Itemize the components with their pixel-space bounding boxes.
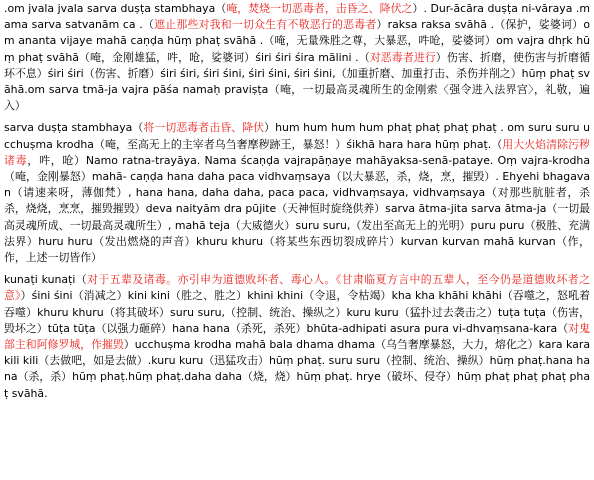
red-annotation-text: 将一切恶毒者击昏、降伏 (143, 121, 265, 135)
body-text: .om jvala jvala sarva duṣṭa stambhaya（ (4, 2, 227, 15)
body-text: sarva duṣṭa stambhaya（ (4, 121, 144, 135)
paragraph-1 (4, 1, 590, 114)
paragraph-3 (4, 272, 590, 402)
body-text: kunaṭi kunaṭi（ (4, 273, 88, 287)
body-text: ）hum hum hum hum phaṭ phaṭ phaṭ phaṭ . om suru suru ucchuṣma krodha（唵，至高无上的主宰者乌刍奢摩秽跡王，暴怒！）śikhā hara hara hūṃ phaṭ.（ (4, 121, 590, 151)
body-text: ）伤害、折磨，使伤害与折磨循环不息）śiri śiri（伤害、折磨）śiri śiri, śiri śini, śiri śini, śiri śini,（加重折磨、加重打击、杀伤并削之）hūṃ phaṭ svāhā.om sarva tmā-ja vajra pāśa namaḥ praviṣṭa（唵，一切最高灵魂所生的金刚索〈强令进入法界宫〉，礼敬，遍入） (4, 50, 590, 113)
red-annotation-text: 唵，焚烧一切恶毒者，击昏之、降伏之 (226, 2, 413, 15)
red-annotation-text: 遮止那些对我和一切众生有不敬恶行的恶毒者 (154, 18, 377, 32)
red-annotation-text: 用大火焰清除污秽诸毒 (4, 137, 590, 167)
red-annotation-text: 对恶毒者进行 (369, 50, 436, 64)
body-text: ）ucchuṣma krodha mahā bala dhama dhama（乌刍奢摩暴怒，大力，熔化之）kara kara kili kili（去做吧，如是去做）.kuru kuru（迅猛攻击）hūṃ phaṭ. suru suru（控制、统治、操纵）hūṃ phaṭ.hana hana（杀，杀）hūṃ phaṭ.hūṃ phaṭ.daha daha（烧，烧）hūṃ phaṭ. hrye（破坏、侵夺）hūṃ phaṭ phaṭ phaṭ phaṭ svāhā. (4, 338, 590, 400)
red-annotation-text: 对鬼部主和阿修罗城，作摧毁 (4, 321, 590, 352)
paragraph-2 (4, 120, 590, 266)
body-text: ）śini śini（消减之）kini kini（胜之、胜之）khini khini（令退，令枯竭）kha kha khāhi khāhi（吞噬之，怒吼着吞噬）khuru khuru（将其破坏）suru suru,（控制、统治、操纵之）kuru kuru（猛扑过去袭击之）tuṭa tuṭa（伤害，毁坏之）tūṭa tūṭa（以强力砸碎）hana hana（杀死，杀死）bhūta-adhipati asura pura vi-dhvaṃsana-kara（ (4, 289, 591, 335)
red-annotation-text: 对于五辈及诸毒。亦引申为道德败坏者、毒心人。《甘肃临夏方言中的五辈人，至今仍是道德败坏者之意》 (4, 273, 590, 303)
body-text: ，吽，呛）Namo ratna-trayāya. Nama ścaṇḍa vajrapāṇaye mahāyaksa-senā-pataye. Oṃ vajra-krodha（唵，金刚暴怒）mahā- caṇḍa hana daha paca vidhvaṃsaya（以大暴恶，杀，烧，烹，摧毁）. Ehyehi bhagavan（请速来呀，薄伽梵）, hana hana, daha daha, paca paca, vidhvaṃsaya, vidhvaṃsaya（对那些肮脏者，杀杀，烧烧，烹烹，摧毁摧毁）deva naityām dra pūjite（天神恒时旋绕供养）sarva ātma-jita sarva ātma-ja（一切最高灵魂所成、一切最高灵魂所生）, mahā teja（大威德火）suru suru,（发出至高无上的光明）puru puru（极胜、充满法界）huru huru（发出燃烧的声音）khuru khuru（将某些东西切裂成碎片）kurvan kurvan mahā kurvan（作，作，上述一切皆作） (4, 153, 590, 265)
body-text: ）. Dur-ācāra duṣṭa ni-vāraya .mama sarva satvanām ca .（ (4, 2, 590, 32)
body-text: ）raksa raksa svāhā .（保护，娑婆诃）om ananta vijaye mahā caṇḍa hūṃ phaṭ svāhā .（唵，无量殊胜之尊，大暴恶，吽呛，娑婆诃）om vajra dhṛk hūṃ phaṭ svāhā（唵，金刚雄猛，吽，呛，娑婆诃）śiri śiri śira mālini .（ (4, 18, 590, 64)
